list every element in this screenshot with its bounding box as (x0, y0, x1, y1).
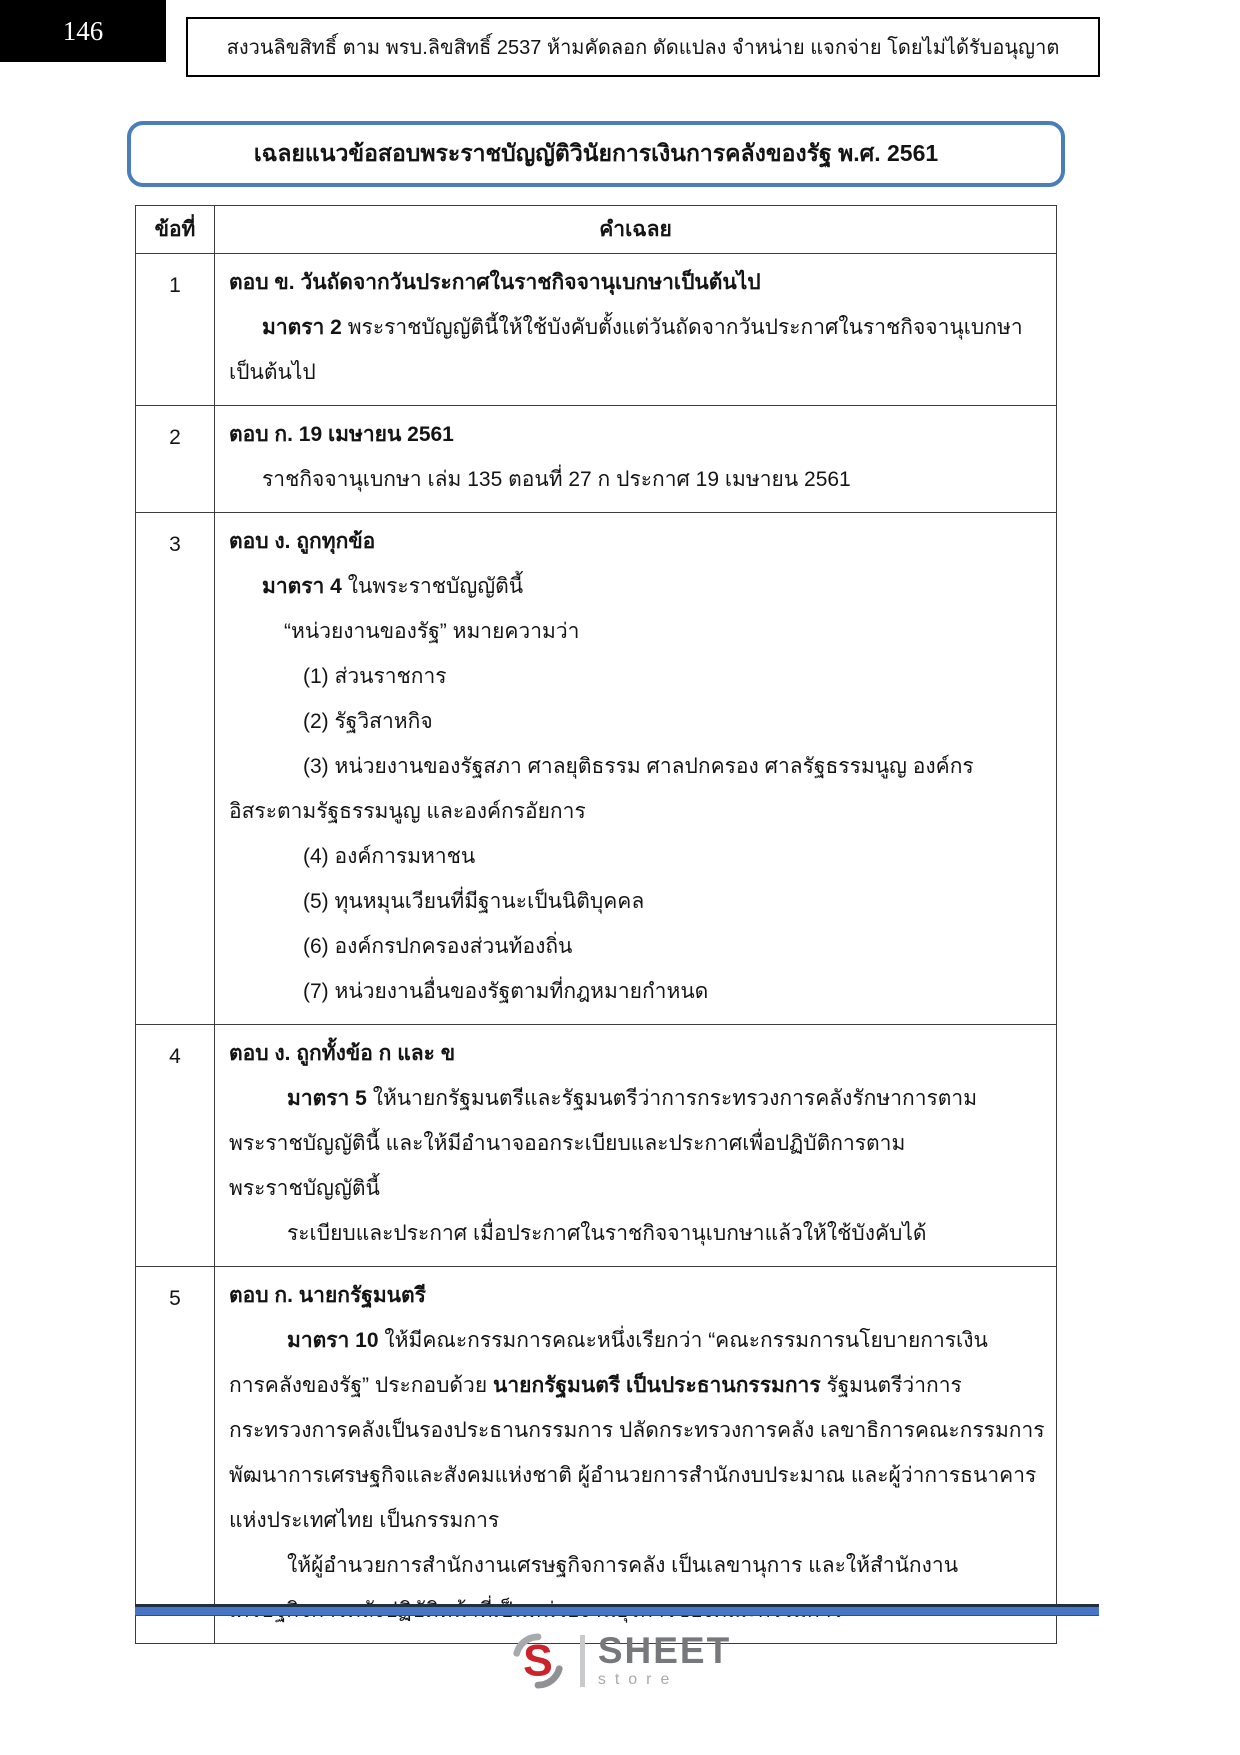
answer-line-bold-text: ตอบ ง. ถูกทุกข้อ (229, 530, 376, 553)
answer-line-text: พัฒนาการเศรษฐกิจและสังคมแห่งชาติ ผู้อำนวยการสำนักงบประมาณ และผู้ว่าการธนาคาร (229, 1464, 1037, 1487)
answer-line-text: (7) หน่วยงานอื่นของรัฐตามที่กฎหมายกำหนด (303, 980, 709, 1003)
answer-line (229, 744, 1042, 789)
answer-line (229, 609, 1042, 654)
answer-line-bold-text: ตอบ ก. นายกรัฐมนตรี (229, 1284, 426, 1307)
answer-line-text: การคลังของรัฐ” ประกอบด้วย (229, 1374, 493, 1397)
copyright-box (186, 17, 1100, 77)
answer-line (229, 519, 1042, 564)
answer-line (229, 789, 1042, 834)
answer-line-text: “หน่วยงานของรัฐ” หมายความว่า (284, 620, 580, 643)
logo-divider (580, 1635, 585, 1687)
table-row (136, 513, 1057, 1025)
answer-cell (215, 254, 1057, 406)
header-question-no: ข้อที่ (136, 206, 215, 254)
header-row (136, 206, 1057, 254)
copyright-notice: สงวนลิขสิทธิ์ ตาม พรบ.ลิขสิทธิ์ 2537 ห้ามคัดลอก ดัดแปลง จำหน่าย แจกจ่าย โดยไม่ได้รับอนุญาต (226, 37, 1060, 59)
answer-table (135, 205, 1057, 1644)
answer-line (229, 969, 1042, 1014)
answer-line (229, 1363, 1042, 1408)
logo-name: SHEET (597, 1630, 732, 1671)
answer-line-text: (4) องค์การมหาชน (303, 845, 476, 868)
answer-line-text: ให้มีคณะกรรมการคณะหนึ่งเรียกว่า “คณะกรรมการนโยบายการเงิน (378, 1329, 988, 1352)
answer-line (229, 1318, 1042, 1363)
answer-line (229, 699, 1042, 744)
answer-line (229, 564, 1042, 609)
page-number: 146 (62, 15, 104, 46)
answer-line (229, 1273, 1042, 1318)
answer-line (229, 1166, 1042, 1211)
logo-s-letter: S (522, 1636, 553, 1686)
answer-line-text: เป็นต้นไป (229, 361, 316, 384)
answer-line-text: ระเบียบและประกาศ เมื่อประกาศในราชกิจจานุเบกษาแล้วให้ใช้บังคับได้ (287, 1222, 927, 1245)
table-row (136, 254, 1057, 406)
row-number-cell: 2 (136, 406, 215, 513)
answer-line (229, 1121, 1042, 1166)
answer-line-text: พระราชบัญญัตินี้ให้ใช้บังคับตั้งแต่วันถัดจากวันประกาศในราชกิจจานุเบกษา (341, 316, 1023, 339)
answer-line-text: ให้ผู้อำนวยการสำนักงานเศรษฐกิจการคลัง เป็นเลขานุการ และให้สำนักงาน (287, 1554, 959, 1577)
logo-subtitle: store (597, 1671, 679, 1688)
answer-line (229, 879, 1042, 924)
answer-line-text: กระทรวงการคลังเป็นรองประธานกรรมการ ปลัดกระทรวงการคลัง เลขาธิการคณะกรรมการ (229, 1419, 1045, 1442)
answer-line-text: ให้นายกรัฐมนตรีและรัฐมนตรีว่าการกระทรวงการคลังรักษาการตาม (366, 1087, 978, 1110)
answer-line (229, 1543, 1042, 1588)
answer-line-text: ในพระราชบัญญัตินี้ (341, 575, 524, 598)
footer-divider-bar (135, 1604, 1099, 1616)
answer-line (229, 305, 1042, 350)
answer-line (229, 1408, 1045, 1453)
answer-line-bold-text: มาตรา 5 (287, 1087, 367, 1110)
answer-line-bold-text: ตอบ ง. ถูกทั้งข้อ ก และ ข (229, 1042, 456, 1065)
answer-line-bold-text: มาตรา 10 (287, 1329, 379, 1352)
answer-line (229, 924, 1042, 969)
answer-table-header (136, 206, 1057, 254)
answer-line-text: (3) หน่วยงานของรัฐสภา ศาลยุติธรรม ศาลปกครอง ศาลรัฐธรรมนูญ องค์กร (303, 755, 974, 778)
table-row (136, 1267, 1057, 1644)
answer-line-bold-text: ตอบ ก. 19 เมษายน 2561 (229, 423, 454, 446)
answer-line-text: พระราชบัญญัตินี้ และให้มีอำนาจออกระเบียบและประกาศเพื่อปฏิบัติการตาม (229, 1132, 906, 1155)
row-number-cell: 4 (136, 1025, 215, 1267)
answer-line (229, 457, 1042, 502)
answer-line-text: ราชกิจจานุเบกษา เล่ม 135 ตอนที่ 27 ก ประกาศ 19 เมษายน 2561 (262, 468, 851, 491)
logo-text-block (597, 1630, 732, 1689)
answer-cell (215, 1025, 1057, 1267)
answer-cell (215, 1267, 1057, 1644)
answer-line-text: รัฐมนตรีว่าการ (820, 1374, 962, 1397)
answer-line (229, 1498, 1042, 1543)
answer-line (229, 834, 1042, 879)
document-title: เฉลยแนวข้อสอบพระราชบัญญัติวินัยการเงินการคลังของรัฐ พ.ศ. 2561 (253, 140, 939, 166)
table-row (136, 406, 1057, 513)
answer-line-bold-text: มาตรา 2 (262, 316, 342, 339)
answer-table-body (136, 254, 1057, 1644)
answer-line-text: (2) รัฐวิสาหกิจ (303, 710, 433, 733)
answer-line-text: พระราชบัญญัตินี้ (229, 1177, 380, 1200)
table-row (136, 1025, 1057, 1267)
row-number-cell: 1 (136, 254, 215, 406)
answer-line-bold-text: นายกรัฐมนตรี เป็นประธานกรรมการ (493, 1374, 821, 1397)
sheet-store-logo (0, 1632, 1240, 1690)
answer-line (229, 350, 1042, 395)
answer-line (229, 1076, 1042, 1121)
answer-line-text: อิสระตามรัฐธรรมนูญ และองค์กรอัยการ (229, 800, 586, 823)
row-number-cell: 5 (136, 1267, 215, 1644)
answer-line (229, 654, 1042, 699)
answer-cell (215, 513, 1057, 1025)
document-title-box (127, 121, 1065, 187)
answer-cell (215, 406, 1057, 513)
answer-line-bold-text: ตอบ ข. วันถัดจากวันประกาศในราชกิจจานุเบกษาเป็นต้นไป (229, 271, 761, 294)
page-number-box (0, 0, 166, 62)
answer-line (229, 1211, 1042, 1256)
answer-line (229, 1031, 1042, 1076)
answer-line (229, 260, 1042, 305)
answer-line (229, 412, 1042, 457)
answer-line-text: (6) องค์กรปกครองส่วนท้องถิ่น (303, 935, 573, 958)
answer-line (229, 1453, 1042, 1498)
sheet-logo-icon (509, 1632, 567, 1690)
answer-line-text: แห่งประเทศไทย เป็นกรรมการ (229, 1509, 500, 1532)
answer-line-bold-text: มาตรา 4 (262, 575, 342, 598)
answer-line-text: (1) ส่วนราชการ (303, 665, 447, 688)
header-answer: คำเฉลย (215, 206, 1057, 254)
row-number-cell: 3 (136, 513, 215, 1025)
answer-line-text: (5) ทุนหมุนเวียนที่มีฐานะเป็นนิติบุคคล (303, 890, 645, 913)
